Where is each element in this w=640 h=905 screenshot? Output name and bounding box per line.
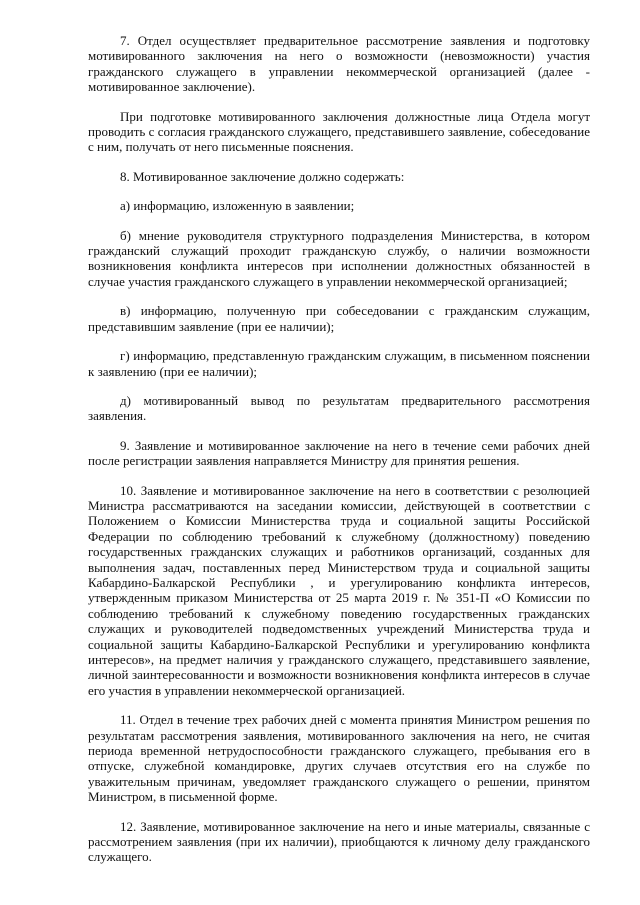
paragraph-7: 7. Отдел осуществляет предварительное рассмотрение заявления и подготовку мотивированного заключения на него о возможности (невозможности) участия гражданского служащего в управлении некоммерческой организацией (далее - мотивированное заключение). [88,33,590,95]
paragraph-8-v: в) информацию, полученную при собеседовании с гражданским служащим, представившим заявление (при ее наличии); [88,303,590,334]
paragraph-11: 11. Отдел в течение трех рабочих дней с момента принятия Министром решения по результатам рассмотрения заявления, мотивированного заключения на него, не считая периода временной нетрудоспособности гражданского служащего, пребывания его в отпуске, служебной командировке, других случаев отсутствия его на службе по уважительным причинам, уведомляет гражданского служащего о решении, принятом Министром, в письменной форме. [88,712,590,805]
paragraph-12: 12. Заявление, мотивированное заключение на него и иные материалы, связанные с рассмотрением заявления (при их наличии), приобщаются к личному делу гражданского служащего. [88,818,590,865]
paragraph-8-b: б) мнение руководителя структурного подразделения Министерства, в котором гражданский служащий проходит гражданскую службу, о наличии возможности возникновения конфликта интересов при исполнении должностных обязанностей в случае участия гражданского служащего в управлении некоммерческой организацией; [88,227,590,289]
paragraph-7-note: При подготовке мотивированного заключения должностные лица Отдела могут проводить с согласия гражданского служащего, представившего заявление, собеседование с ним, получать от него письменные пояснения. [88,108,590,155]
paragraph-8-g: г) информацию, представленную гражданским служащим, в письменном пояснении к заявлению (при ее наличии); [88,348,590,379]
paragraph-8-a: а) информацию, изложенную в заявлении; [120,198,355,214]
paragraph-8-d: д) мотивированный вывод по результатам предварительного рассмотрения заявления. [88,392,590,424]
paragraph-8: 8. Мотивированное заключение должно содержать: [120,168,405,184]
paragraph-9: 9. Заявление и мотивированное заключение на него в течение семи рабочих дней после регистрации заявления направляется Министру для принятия решения. [88,437,590,469]
paragraph-10: 10. Заявление и мотивированное заключение на него в соответствии с резолюцией Министра рассматриваются на заседании комиссии, действующей в соответствии с Положением о Комиссии Министерства труда и социальной защиты Российской Федерации по соблюдению требований к служебному (должностному) поведению государственных гражданских служащих и работников организаций, созданных для выполнения задач, поставленных перед Министерством труда и социальной защиты Кабардино-Балкарской Республики , и урегулированию конфликта интересов, утвержденным приказом Министерства от 25 марта 2019 г. № 351-П «О Комиссии по соблюдению требований к служебному поведению государственных гражданских служащих и руководителей подведомственных учреждений Министерства труда и социальной защиты Кабардино-Балкарской Республики и урегулированию конфликта интересов», на предмет наличия у гражданского служащего, представившего заявление, личной заинтересованности и возможности возникновения конфликта интересов в случае его участия в управлении некоммерческой организацией. [88,482,590,698]
